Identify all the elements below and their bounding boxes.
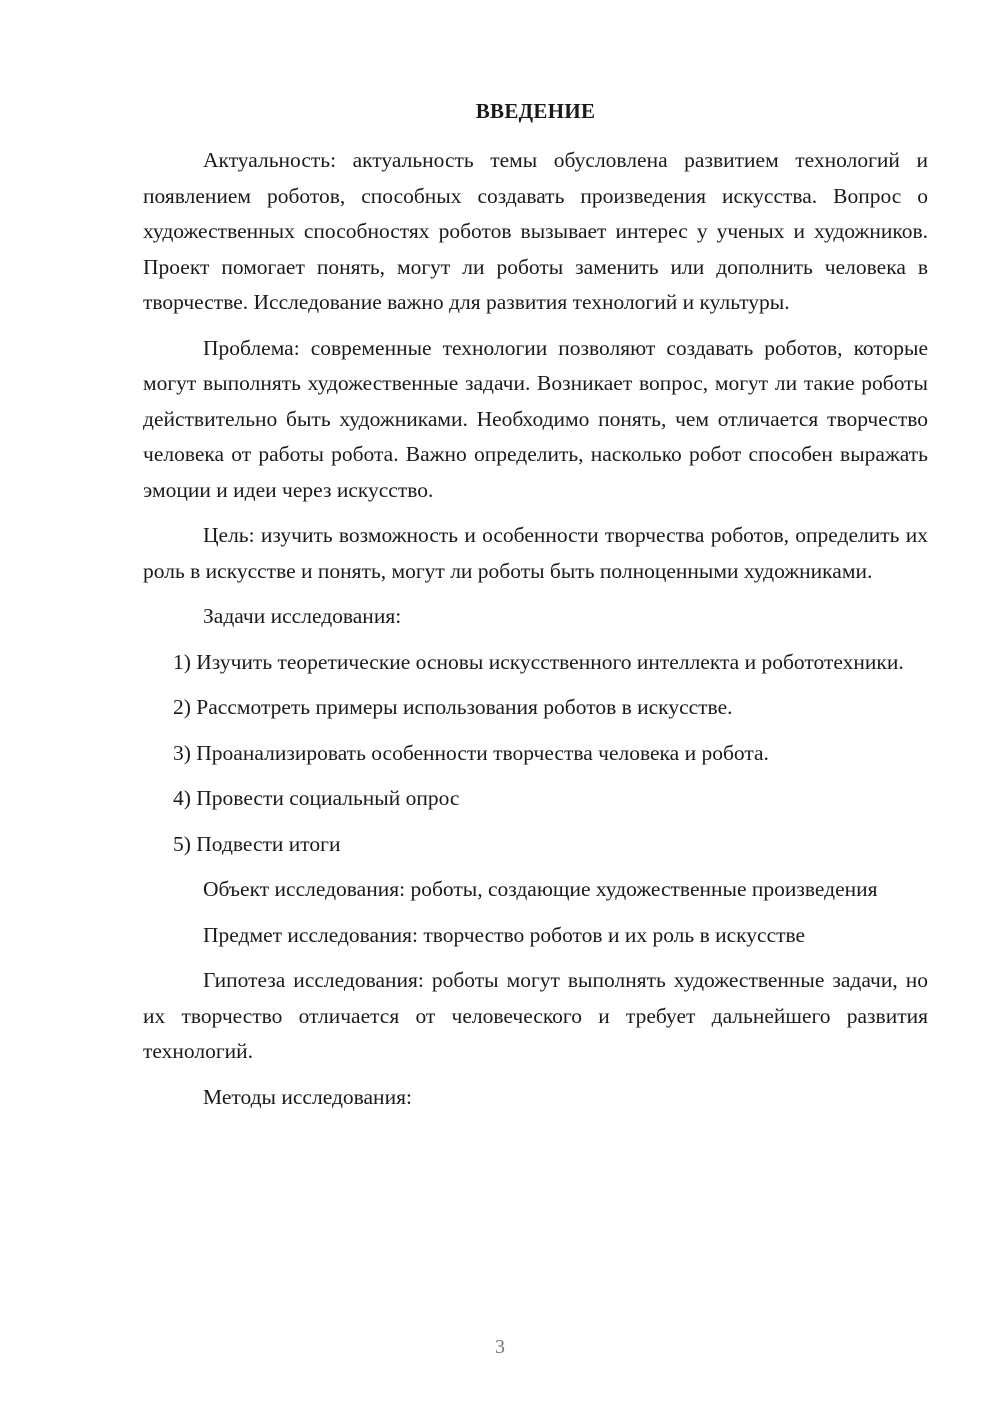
paragraph-hypothesis: Гипотеза исследования: роботы могут выполнять художественные задачи, но их творчество отличается от человеческого и требует дальнейшего развития технологий.: [143, 968, 928, 1063]
text-content: [143, 143, 928, 1125]
paragraph-problem: Проблема: современные технологии позволяют создавать роботов, которые могут выполнять художественные задачи. Возникает вопрос, могут ли такие роботы действительно быть художниками. Необходимо понять, чем отличается творчество человека от работы робота. Важно определить, насколько робот способен выражать эмоции и идеи через искусство.: [143, 335, 928, 502]
section-title: ВВЕДЕНИЕ: [475, 99, 596, 123]
paragraph-methods: Методы исследования:: [203, 1084, 412, 1109]
paragraph-object: Объект исследования: роботы, создающие художественные произведения: [203, 877, 878, 901]
paragraph-tasks-heading: Задачи исследования:: [203, 604, 402, 628]
task-item-3: 3) Проанализировать особенности творчества человека и робота.: [173, 740, 769, 765]
paragraph-subject: Предмет исследования: творчество роботов и их роль в искусстве: [203, 922, 806, 947]
page-number: 3: [495, 1336, 505, 1358]
task-item-5: 5) Подвести итоги: [173, 831, 341, 856]
task-item-2: 2) Рассмотреть примеры использования роботов в искусстве.: [173, 695, 733, 719]
task-item-1: 1) Изучить теоретические основы искусственного интеллекта и робототехники.: [173, 649, 904, 674]
task-item-4: 4) Провести социальный опрос: [173, 786, 460, 810]
paragraph-goal: Цель: изучить возможность и особенности творчества роботов, определить их роль в искусстве и понять, могут ли роботы быть полноценными художниками.: [143, 523, 928, 583]
paragraph-relevance: Актуальность: актуальность темы обусловлена развитием технологий и появлением роботов, способных создавать произведения искусства. Вопрос о художественных способностях роботов вызывает интерес у ученых и художников. Проект помогает понять, могут ли роботы заменить или дополнить человека в творчестве. Исследование важно для развития технологий и культуры.: [143, 148, 928, 314]
